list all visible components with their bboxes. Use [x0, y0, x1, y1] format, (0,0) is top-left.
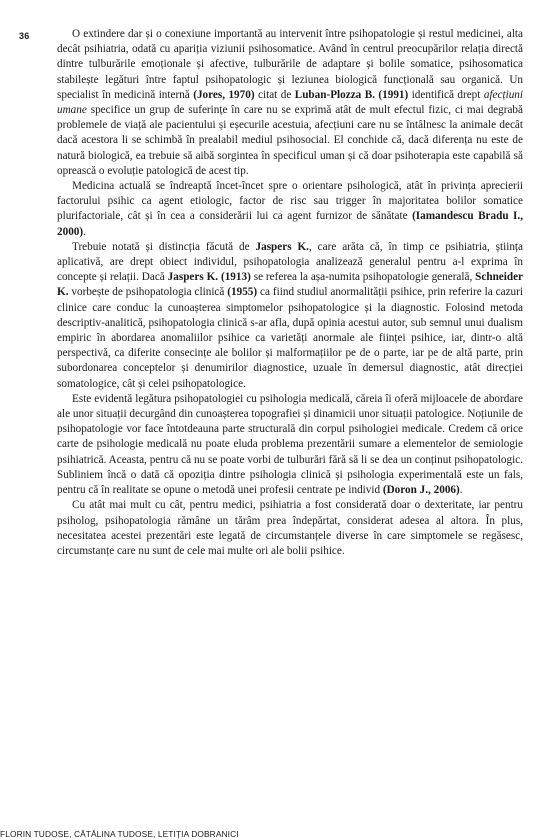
text-run: se referea la așa-numita psihopatologie generală, — [250, 271, 476, 284]
paragraph — [57, 27, 523, 179]
text-run: ca fiind studiul anormalității psihice, prin referire la cazuri clinice care conduc la cunoașterea simptomelor psihopatologice și la diagnostic. Folosind metoda descriptiv-analitică, psihopatologia clinică s-ar afla, după opinia acestui autor, sub semnul unui dualism empiric în abordarea anomaliilor psihice ca varietăți anormale ale ființei psihice, iar, dintr-o altă perspectivă, ca diferite consecințe ale bolilor și malformațiilor pe de o parte, iar pe de altă parte, prin subordonarea conceptelor și denumirilor diagnostice, uzuale în demersul diagnostic, atât direcției somatologice, cât și celei psihopatologice. — [57, 286, 523, 390]
text-run: specifice un grup de suferințe în care nu se exprimă atât de mult efectul fizic, ci mai degrabă problemele de viață ale pacientului și eșecurile acestuia, afecțiuni care nu se întâlnesc la animale decât dacă acestora li se schimbă în prealabil mediul psihosocial. El conchide că, dacă diferența nu este de natură biologică, ea trebuie să aibă sorgintea în specificul uman și că doar psihoterapia este capabilă să oprească o evoluție patologică de acest tip. — [57, 104, 523, 177]
emphasis: afecțiuni umane — [57, 88, 523, 117]
text-run: Cu atât mai mult cu cât, pentru medici, psihiatria a fost considerată doar o dexteritate, iar pentru psiholog, psihopatologia rămâne un tărâm prea îndepărtat, considerat adesea al altora. În plus, necesitatea acestei prezentări este legată de circumstanțele diverse în care simptomele se regăsesc, circumstanțe care nu sunt de cele mai multe ori ale bolii psihice. — [57, 499, 523, 557]
citation: Jaspers K. (1913) — [167, 271, 251, 284]
running-footer-authors: FLORIN TUDOSE, CĂTĂLINA TUDOSE, LETIȚIA DOBRANICI — [0, 829, 239, 839]
page-number: 36 — [19, 31, 30, 41]
text-run: citat de — [254, 88, 295, 101]
citation: (Jores, 1970) — [193, 88, 255, 101]
paragraph — [57, 179, 523, 240]
text-run: Este evidentă legătura psihopatologiei cu psihologia medicală, căreia îi oferă mijloacele de abordare ale unor situații decurgând din cunoașterea topografiei și dinamicii unor situații patologice. Noțiunile de psihopatologie vor face întotdeauna parte structurală din corpul psihologiei medicale. Credem că orice carte de psihologie medicală nu poate eluda problema prezentării sumare a elementelor de semiologie psihiatrică. Aceasta, pentru că nu se poate vorbi de tulburări fără să li se dea un conținut psihopatologic. Subliniem încă o dată că opoziția dintre psihologia clinică și psihologia experimentală este un fals, pentru că în realitate se opune o metodă unei profesii centrate pe individ — [57, 392, 523, 497]
citation: Luban-Plozza B. (1991) — [294, 88, 409, 101]
citation: (Iamandescu Bradu I., 2000) — [57, 210, 524, 238]
citation: Jaspers K. — [255, 240, 309, 253]
citation: Schneider K. — [57, 271, 524, 299]
text-run: . — [459, 484, 463, 497]
paragraph — [57, 498, 523, 559]
text-run: . — [83, 225, 86, 238]
body-text — [57, 27, 523, 559]
citation: (Doron J., 2006) — [382, 484, 460, 497]
text-run: identifică drept — [408, 88, 484, 101]
text-run: , care arăta că, în timp ce psihiatria, știința aplicativă, are drept obiect individul, psihopatologia analizează generalul pentru a-l exprima în concepte și relații. Dacă — [57, 240, 523, 284]
text-run: vorbește de psihopatologia clinică — [68, 286, 228, 299]
text-run: Trebuie notată și distincția făcută de — [72, 240, 256, 253]
text-run: Medicina actuală se îndreaptă încet-încet spre o orientare psihologică, atât în privința aprecierii factorului psihic ca agent etiologic, factor de risc sau trigger în majoritatea bolilor somatice plurifactoriale, cât și în cea a considerării lui ca agent furnizor de sănătate — [57, 180, 523, 223]
paragraph — [57, 240, 523, 392]
text-run: O extindere dar și o conexiune importantă au intervenit între psihopatologie și restul medicinei, alta decât psihiatria, odată cu apariția viziunii psihosomatice. Având în centrul preocupărilor relația directă dintre tulburările emoționale și afective, tulburările de adaptare și bolile somatice, psihosomatica stabilește legături între faptul psihopatologic și leziunea biologică funcțională sau organică. Un specialist în medicină internă — [57, 28, 523, 101]
paragraph — [57, 392, 523, 498]
citation: (1955) — [227, 286, 258, 299]
